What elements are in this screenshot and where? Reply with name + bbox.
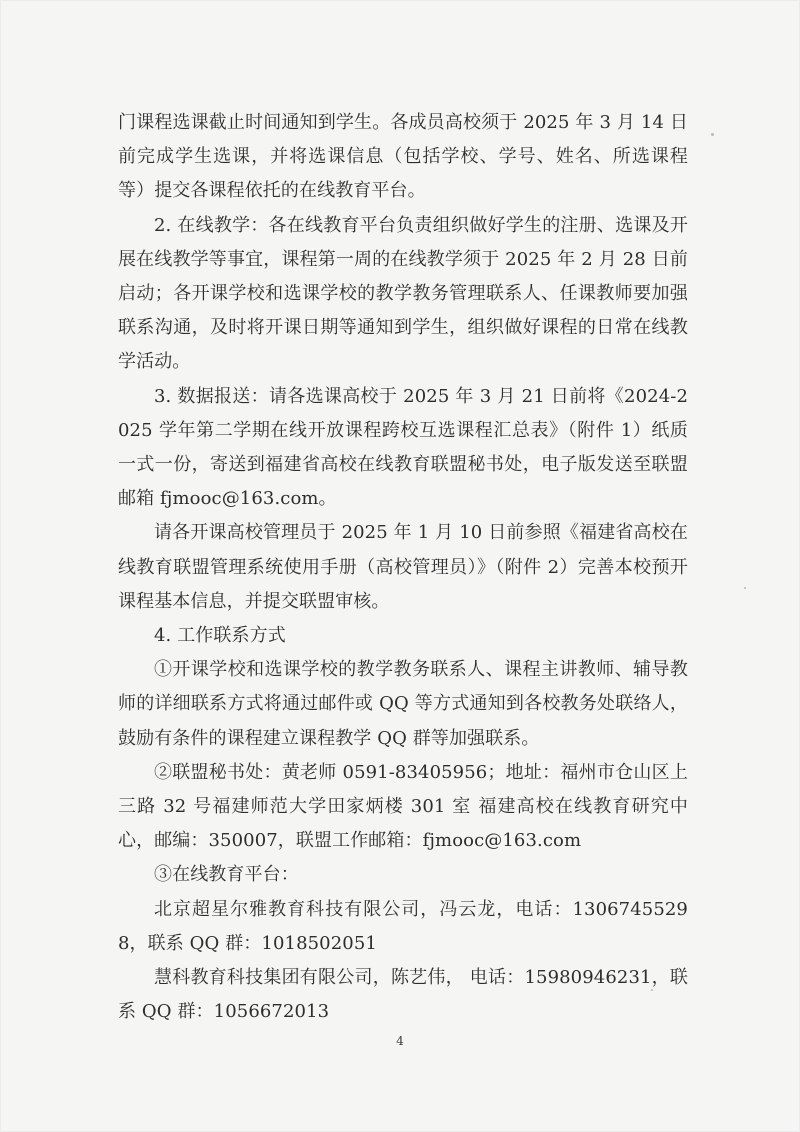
paragraph-chaoxing-contact: 北京超星尔雅教育科技有限公司，冯云龙，电话：13067455298，联系 QQ 群：1018502051 [118,898,688,954]
paragraph-course-selection-deadline: 门课程选课截止时间通知到学生。各成员高校须于 2025 年 3 月 14 日前完成学生选课，并将选课信息（包括学校、学号、姓名、所选课程等）提交各课程依托的在线教育平台。 [118,112,688,202]
paragraph-huike-contact: 慧科教育科技集团有限公司，陈艺伟， 电话：15980946231，联系 QQ 群：1056672013 [118,967,688,1023]
page-number: 4 [396,1034,404,1048]
scan-speck [651,989,653,991]
paragraph-contact-heading: 4. 工作联系方式 [154,625,286,647]
paragraph-contact-details-notice: ①开课学校和选课学校的教学教务联系人、课程主讲教师、辅导教师的详细联系方式将通过邮件或 QQ 等方式通知到各校教务处联络人，鼓励有条件的课程建立课程教学 QQ 群等加强联系。 [118,659,688,749]
paragraph-alliance-secretariat: ②联盟秘书处：黄老师 0591-83405956；地址：福州市仓山区上三路 32 号福建师范大学田家炳楼 301 室 福建高校在线教育研究中心，邮编：350007，联盟工作邮箱：fjmooc@163.com [118,761,688,852]
paragraph-platform-heading: ③在线教育平台： [154,864,299,886]
paragraph-online-teaching: 2. 在线教学：各在线教育平台负责组织做好学生的注册、选课及开展在线教学等事宜，课程第一周的在线教学须于 2025 年 2 月 28 日前启动；各开课学校和选课学校的教学教务管理联系人、任课教师要加强联系沟通，及时将开课日期等通知到学生，组织做好课程的日常在线教学活动。 [118,214,688,373]
paragraph-administrator-instructions: 请各开课高校管理员于 2025 年 1 月 10 日前参照《福建省高校在线教育联盟管理系统使用手册（高校管理员）》（附件 2）完善本校预开课程基本信息，并提交联盟审核。 [118,522,688,612]
paragraph-data-reporting: 3. 数据报送：请各选课高校于 2025 年 3 月 21 日前将《2024-2025 学年第二学期在线开放课程跨校互选课程汇总表》（附件 1）纸质一式一份，寄送到福建省高校在线教育联盟秘书处，电子版发送至联盟邮箱 fjmooc@163.com。 [118,385,688,510]
scan-speck [744,587,746,589]
scan-speck [711,133,714,136]
document-body [118,106,688,1029]
